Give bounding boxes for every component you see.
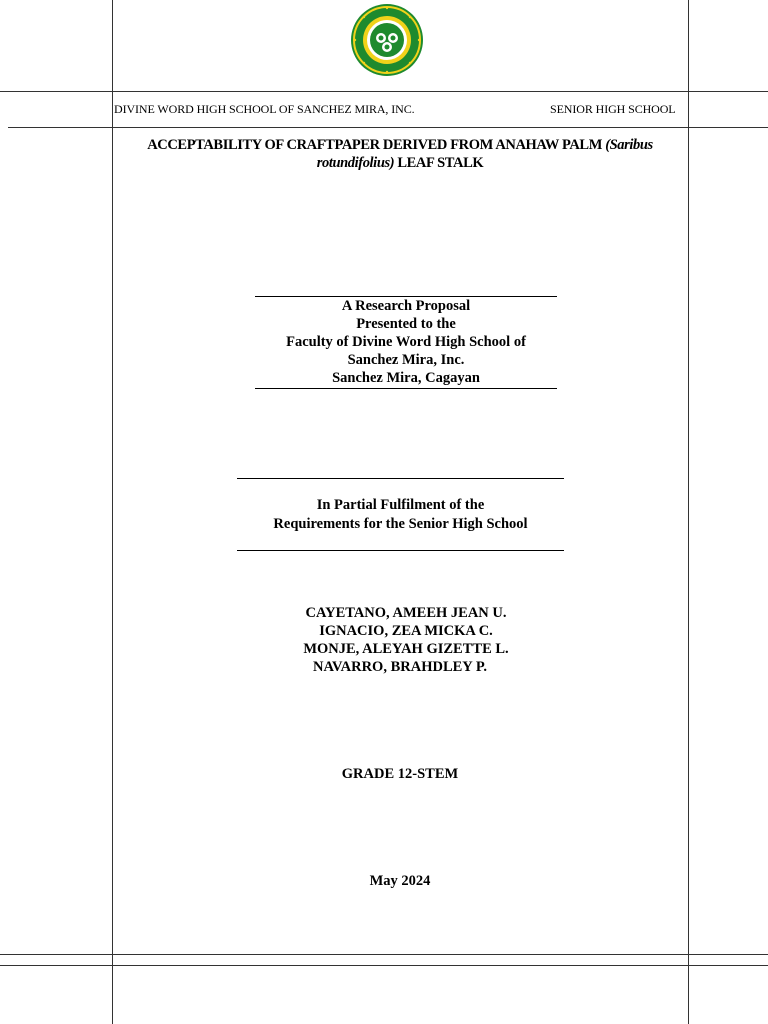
- header-school-name: DIVINE WORD HIGH SCHOOL OF SANCHEZ MIRA, INC.: [114, 102, 415, 116]
- fulfilment-top-rule: [237, 478, 564, 479]
- fulfilment-line: In Partial Fulfilment of the: [316, 497, 485, 513]
- proposal-line: Faculty of Divine Word High School of: [286, 334, 526, 350]
- fulfilment-block: [237, 496, 564, 534]
- footer-top-line: [0, 954, 768, 955]
- title-part-2: LEAF STALK: [394, 155, 484, 171]
- header-department: SENIOR HIGH SCHOOL: [550, 102, 676, 116]
- proposal-line: Presented to the: [356, 316, 456, 332]
- author-name: NAVARRO, BRAHDLEY P.: [312, 659, 488, 675]
- header-bottom-line: [8, 127, 768, 128]
- left-margin-line: [112, 0, 113, 1024]
- author-name: IGNACIO, ZEA MICKA C.: [319, 623, 493, 639]
- fulfilment-line: Requirements for the Senior High School: [273, 516, 528, 532]
- submission-date: May 2024: [369, 873, 431, 889]
- proposal-line: Sanchez Mira, Cagayan: [332, 370, 480, 386]
- proposal-line: Sanchez Mira, Inc.: [347, 352, 465, 368]
- title-part-1: ACCEPTABILITY OF CRAFTPAPER DERIVED FROM ANAHAW PALM: [147, 137, 606, 153]
- school-seal-icon: [350, 3, 424, 77]
- right-margin-line: [688, 0, 689, 1024]
- header-top-line: [0, 91, 768, 92]
- footer-bottom-line: [0, 965, 768, 966]
- proposal-bottom-rule: [255, 388, 557, 389]
- author-list: [200, 604, 612, 676]
- proposal-line: A Research Proposal: [341, 298, 471, 314]
- proposal-block: [255, 297, 557, 387]
- paper-title: [130, 136, 670, 172]
- grade-level: GRADE 12-STEM: [341, 766, 459, 782]
- fulfilment-bottom-rule: [237, 550, 564, 551]
- author-name: MONJE, ALEYAH GIZETTE L.: [303, 641, 509, 657]
- author-name: CAYETANO, AMEEH JEAN U.: [305, 605, 507, 621]
- title-scientific-name: (Saribus rotundifolius): [316, 137, 653, 171]
